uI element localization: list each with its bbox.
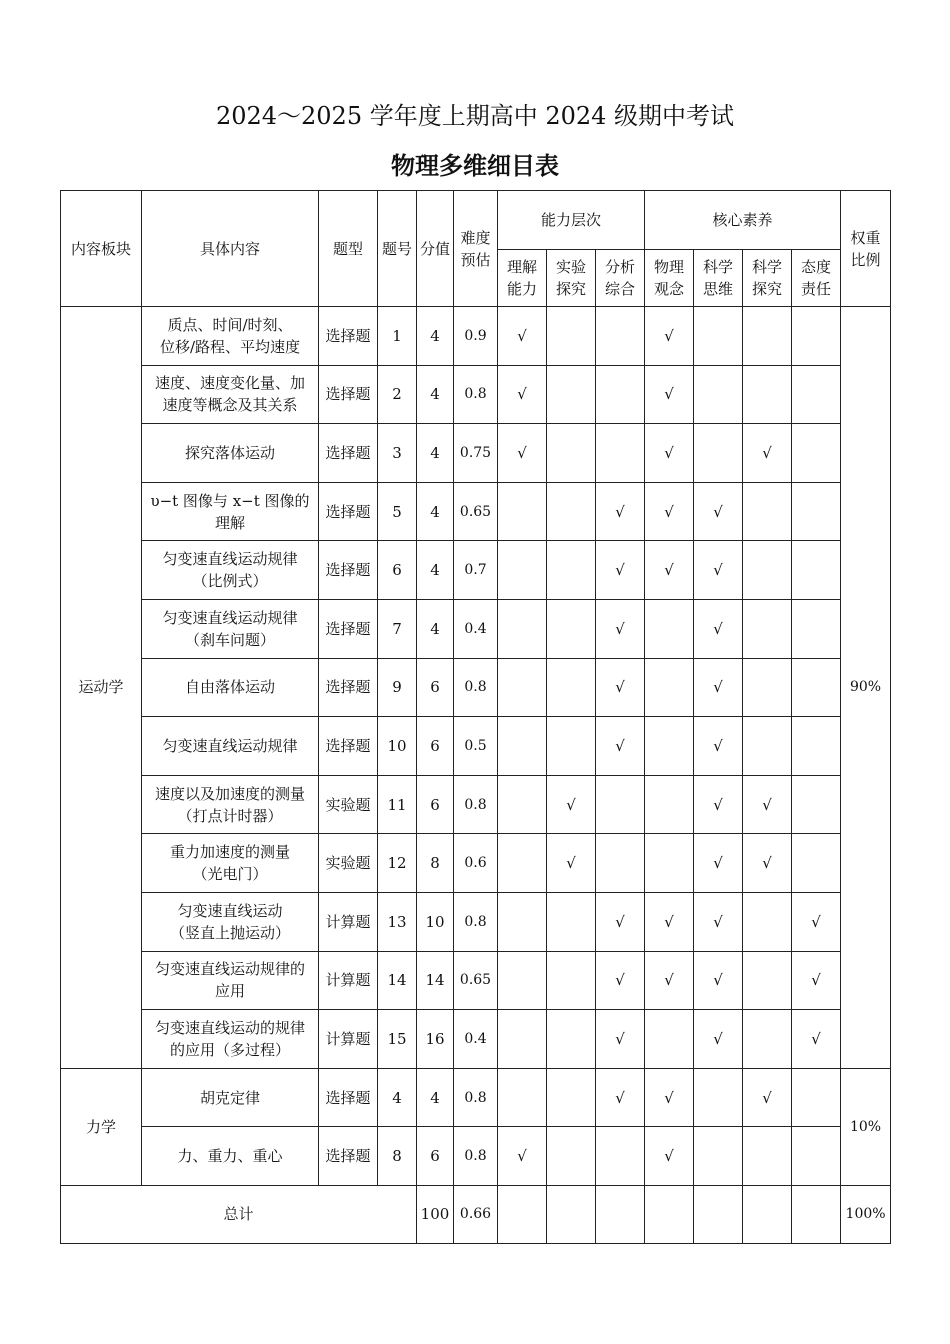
total-empty-cell xyxy=(498,1185,547,1243)
row-type: 选择题 xyxy=(319,599,378,658)
row-score: 4 xyxy=(417,599,454,658)
table-row xyxy=(61,775,891,834)
row-content-line: 力、重力、重心 xyxy=(177,1147,283,1166)
check-mark-cell xyxy=(645,599,694,658)
row-content xyxy=(142,951,319,1010)
check-mark-cell xyxy=(792,775,841,834)
table-row xyxy=(61,1127,891,1186)
check-mark-cell xyxy=(792,599,841,658)
check-mark-cell xyxy=(498,775,547,834)
row-content-line: 的应用（多过程） xyxy=(169,1040,290,1059)
check-mark-cell: √ xyxy=(694,599,743,658)
check-mark-cell xyxy=(792,365,841,424)
row-score: 6 xyxy=(417,658,454,717)
row-type: 选择题 xyxy=(319,424,378,483)
row-score: 4 xyxy=(417,307,454,366)
check-mark-cell xyxy=(596,775,645,834)
row-difficulty: 0.75 xyxy=(454,424,498,483)
check-mark-cell: √ xyxy=(792,951,841,1010)
row-content xyxy=(142,1127,319,1186)
row-number: 12 xyxy=(378,834,417,893)
row-content-line: （比例式） xyxy=(192,572,268,591)
check-mark-cell xyxy=(547,1010,596,1069)
check-mark-cell xyxy=(547,892,596,951)
check-mark-cell xyxy=(547,307,596,366)
row-content xyxy=(142,834,319,893)
check-mark-cell xyxy=(743,1010,792,1069)
check-mark-cell: √ xyxy=(596,1068,645,1127)
table-row xyxy=(61,951,891,1010)
row-type: 选择题 xyxy=(319,365,378,424)
row-content-line: 应用 xyxy=(214,982,245,1001)
header-section: 内容板块 xyxy=(61,191,142,307)
check-mark-cell: √ xyxy=(596,482,645,541)
check-mark-cell: √ xyxy=(645,424,694,483)
row-type: 实验题 xyxy=(319,775,378,834)
document-title: 2024～2025 学年度上期高中 2024 级期中考试 xyxy=(215,102,735,130)
check-mark-cell: √ xyxy=(645,541,694,600)
row-content xyxy=(142,482,319,541)
header-literacy-inquiry: 科学 探究 xyxy=(743,250,792,307)
row-score: 16 xyxy=(417,1010,454,1069)
row-score: 8 xyxy=(417,834,454,893)
table-row xyxy=(61,365,891,424)
total-empty-cell xyxy=(596,1185,645,1243)
header-type: 题型 xyxy=(319,191,378,307)
row-content-line: 匀变速直线运动规律 xyxy=(162,550,298,569)
row-type: 实验题 xyxy=(319,834,378,893)
row-number: 11 xyxy=(378,775,417,834)
row-number: 10 xyxy=(378,717,417,776)
check-mark-cell: √ xyxy=(498,365,547,424)
check-mark-cell: √ xyxy=(694,482,743,541)
check-mark-cell xyxy=(645,717,694,776)
row-difficulty: 0.6 xyxy=(454,834,498,893)
row-difficulty: 0.65 xyxy=(454,482,498,541)
header-content: 具体内容 xyxy=(142,191,319,307)
check-mark-cell xyxy=(498,599,547,658)
row-content xyxy=(142,541,319,600)
row-difficulty: 0.8 xyxy=(454,1068,498,1127)
header-literacy-group: 核心素养 xyxy=(645,191,841,250)
row-number: 4 xyxy=(378,1068,417,1127)
row-score: 4 xyxy=(417,482,454,541)
check-mark-cell xyxy=(596,1127,645,1186)
table-row xyxy=(61,482,891,541)
row-score: 14 xyxy=(417,951,454,1010)
check-mark-cell xyxy=(498,834,547,893)
header-ability-understanding: 理解 能力 xyxy=(498,250,547,307)
check-mark-cell: √ xyxy=(645,1068,694,1127)
row-type: 选择题 xyxy=(319,541,378,600)
check-mark-cell xyxy=(547,1127,596,1186)
row-content xyxy=(142,658,319,717)
row-difficulty: 0.8 xyxy=(454,658,498,717)
check-mark-cell: √ xyxy=(596,951,645,1010)
check-mark-cell xyxy=(694,365,743,424)
row-type: 选择题 xyxy=(319,1068,378,1127)
row-difficulty: 0.9 xyxy=(454,307,498,366)
weight-kinematics: 90% xyxy=(841,307,891,1069)
row-number: 2 xyxy=(378,365,417,424)
check-mark-cell: √ xyxy=(596,658,645,717)
row-content-line: 匀变速直线运动 xyxy=(177,901,283,920)
weight-mechanics: 10% xyxy=(841,1068,891,1185)
check-mark-cell xyxy=(792,307,841,366)
row-number: 8 xyxy=(378,1127,417,1186)
check-mark-cell: √ xyxy=(596,1010,645,1069)
row-content-line: 匀变速直线运动的规律 xyxy=(154,1018,305,1037)
check-mark-cell xyxy=(498,951,547,1010)
total-empty-cell xyxy=(792,1185,841,1243)
check-mark-cell: √ xyxy=(596,892,645,951)
header-score: 分值 xyxy=(417,191,454,307)
row-number: 14 xyxy=(378,951,417,1010)
row-number: 15 xyxy=(378,1010,417,1069)
row-content-line: 匀变速直线运动规律的 xyxy=(154,960,305,979)
section-mechanics: 力学 xyxy=(61,1068,142,1185)
row-difficulty: 0.65 xyxy=(454,951,498,1010)
row-content xyxy=(142,599,319,658)
check-mark-cell xyxy=(547,951,596,1010)
check-mark-cell xyxy=(547,599,596,658)
check-mark-cell xyxy=(743,541,792,600)
check-mark-cell: √ xyxy=(596,541,645,600)
row-score: 4 xyxy=(417,424,454,483)
check-mark-cell xyxy=(498,892,547,951)
row-content xyxy=(142,717,319,776)
row-number: 13 xyxy=(378,892,417,951)
table-row xyxy=(61,599,891,658)
check-mark-cell: √ xyxy=(596,599,645,658)
row-difficulty: 0.4 xyxy=(454,599,498,658)
check-mark-cell xyxy=(743,892,792,951)
row-score: 10 xyxy=(417,892,454,951)
total-empty-cell xyxy=(547,1185,596,1243)
check-mark-cell: √ xyxy=(792,1010,841,1069)
row-score: 4 xyxy=(417,365,454,424)
check-mark-cell xyxy=(743,599,792,658)
check-mark-cell: √ xyxy=(694,717,743,776)
table-row xyxy=(61,307,891,366)
check-mark-cell xyxy=(694,307,743,366)
row-content-line: 匀变速直线运动规律 xyxy=(162,736,298,755)
check-mark-cell xyxy=(498,658,547,717)
row-content-line: 位移/路程、平均速度 xyxy=(159,337,301,356)
total-empty-cell xyxy=(645,1185,694,1243)
check-mark-cell: √ xyxy=(694,775,743,834)
row-type: 选择题 xyxy=(319,658,378,717)
check-mark-cell: √ xyxy=(547,775,596,834)
check-mark-cell: √ xyxy=(498,307,547,366)
check-mark-cell xyxy=(743,482,792,541)
check-mark-cell xyxy=(498,717,547,776)
total-difficulty: 0.66 xyxy=(454,1185,498,1243)
check-mark-cell: √ xyxy=(694,658,743,717)
check-mark-cell: √ xyxy=(792,892,841,951)
total-weight: 100% xyxy=(841,1185,891,1243)
header-difficulty: 难度 预估 xyxy=(454,191,498,307)
row-difficulty: 0.8 xyxy=(454,365,498,424)
header-ability-experiment: 实验 探究 xyxy=(547,250,596,307)
row-score: 4 xyxy=(417,541,454,600)
check-mark-cell xyxy=(694,1127,743,1186)
check-mark-cell: √ xyxy=(645,307,694,366)
check-mark-cell xyxy=(694,1068,743,1127)
row-content xyxy=(142,1068,319,1127)
check-mark-cell xyxy=(792,1068,841,1127)
row-difficulty: 0.8 xyxy=(454,892,498,951)
total-row xyxy=(61,1185,891,1243)
table-row xyxy=(61,892,891,951)
check-mark-cell xyxy=(645,775,694,834)
table-row xyxy=(61,834,891,893)
row-content-line: 自由落体运动 xyxy=(184,678,275,697)
check-mark-cell xyxy=(645,658,694,717)
check-mark-cell: √ xyxy=(694,834,743,893)
check-mark-cell: √ xyxy=(547,834,596,893)
row-content-line: 理解 xyxy=(214,513,245,532)
check-mark-cell: √ xyxy=(645,482,694,541)
check-mark-cell: √ xyxy=(645,1127,694,1186)
check-mark-cell xyxy=(547,717,596,776)
header-ability-group: 能力层次 xyxy=(498,191,645,250)
row-content xyxy=(142,1010,319,1069)
row-difficulty: 0.7 xyxy=(454,541,498,600)
check-mark-cell xyxy=(498,482,547,541)
row-type: 计算题 xyxy=(319,951,378,1010)
check-mark-cell xyxy=(547,424,596,483)
specification-table xyxy=(60,190,891,1244)
section-kinematics: 运动学 xyxy=(61,307,142,1069)
row-number: 6 xyxy=(378,541,417,600)
check-mark-cell xyxy=(498,541,547,600)
row-content xyxy=(142,424,319,483)
check-mark-cell xyxy=(792,834,841,893)
row-difficulty: 0.8 xyxy=(454,1127,498,1186)
check-mark-cell xyxy=(645,834,694,893)
check-mark-cell: √ xyxy=(694,892,743,951)
check-mark-cell xyxy=(792,424,841,483)
check-mark-cell: √ xyxy=(694,951,743,1010)
check-mark-cell xyxy=(498,1068,547,1127)
row-score: 6 xyxy=(417,775,454,834)
table-row xyxy=(61,1010,891,1069)
row-content-line: （刹车问题） xyxy=(184,630,275,649)
check-mark-cell xyxy=(547,365,596,424)
check-mark-cell xyxy=(792,717,841,776)
check-mark-cell: √ xyxy=(743,834,792,893)
row-number: 5 xyxy=(378,482,417,541)
row-difficulty: 0.5 xyxy=(454,717,498,776)
total-label: 总计 xyxy=(61,1185,417,1243)
check-mark-cell xyxy=(743,951,792,1010)
row-type: 选择题 xyxy=(319,717,378,776)
check-mark-cell xyxy=(498,1010,547,1069)
check-mark-cell xyxy=(547,541,596,600)
row-content-line: 重力加速度的测量 xyxy=(169,843,290,862)
row-content-line: 速度等概念及其关系 xyxy=(162,396,298,415)
header-literacy-concept: 物理 观念 xyxy=(645,250,694,307)
check-mark-cell: √ xyxy=(694,541,743,600)
check-mark-cell xyxy=(792,658,841,717)
row-number: 3 xyxy=(378,424,417,483)
check-mark-cell: √ xyxy=(645,892,694,951)
table-row xyxy=(61,541,891,600)
row-content-line: 质点、时间/时刻、 xyxy=(167,315,293,334)
check-mark-cell: √ xyxy=(743,1068,792,1127)
header-number: 题号 xyxy=(378,191,417,307)
check-mark-cell: √ xyxy=(743,424,792,483)
check-mark-cell xyxy=(792,1127,841,1186)
total-score: 100 xyxy=(417,1185,454,1243)
total-empty-cell xyxy=(694,1185,743,1243)
document-subtitle: 物理多维细目表 xyxy=(391,151,559,180)
check-mark-cell xyxy=(743,307,792,366)
header-ability-analysis: 分析 综合 xyxy=(596,250,645,307)
row-score: 6 xyxy=(417,717,454,776)
row-number: 7 xyxy=(378,599,417,658)
check-mark-cell xyxy=(596,365,645,424)
row-content-line: 探究落体运动 xyxy=(184,443,275,462)
row-number: 1 xyxy=(378,307,417,366)
check-mark-cell: √ xyxy=(498,424,547,483)
row-type: 选择题 xyxy=(319,1127,378,1186)
header-literacy-attitude: 态度 责任 xyxy=(792,250,841,307)
check-mark-cell: √ xyxy=(596,717,645,776)
check-mark-cell: √ xyxy=(694,1010,743,1069)
row-content xyxy=(142,307,319,366)
row-content-line: 速度、速度变化量、加 xyxy=(154,374,305,393)
row-difficulty: 0.4 xyxy=(454,1010,498,1069)
header-row xyxy=(61,191,891,250)
check-mark-cell xyxy=(792,541,841,600)
check-mark-cell: √ xyxy=(743,775,792,834)
check-mark-cell xyxy=(743,658,792,717)
table-row xyxy=(61,717,891,776)
table-row xyxy=(61,658,891,717)
row-content-line: 匀变速直线运动规律 xyxy=(162,608,298,627)
check-mark-cell: √ xyxy=(498,1127,547,1186)
row-content-line: 胡克定律 xyxy=(199,1088,260,1107)
row-content xyxy=(142,775,319,834)
check-mark-cell xyxy=(743,717,792,776)
row-content-line: （光电门） xyxy=(192,865,268,884)
header-weight: 权重 比例 xyxy=(841,191,891,307)
check-mark-cell xyxy=(596,307,645,366)
check-mark-cell xyxy=(645,1010,694,1069)
check-mark-cell xyxy=(547,658,596,717)
row-content xyxy=(142,892,319,951)
row-content-line: 速度以及加速度的测量 xyxy=(154,784,305,803)
row-content-line: υ−t 图像与 x−t 图像的 xyxy=(150,491,310,510)
row-number: 9 xyxy=(378,658,417,717)
check-mark-cell xyxy=(596,834,645,893)
row-content-line: （竖直上抛运动） xyxy=(169,923,290,942)
total-empty-cell xyxy=(743,1185,792,1243)
row-score: 6 xyxy=(417,1127,454,1186)
row-type: 选择题 xyxy=(319,307,378,366)
check-mark-cell xyxy=(743,365,792,424)
check-mark-cell: √ xyxy=(645,365,694,424)
check-mark-cell xyxy=(694,424,743,483)
check-mark-cell xyxy=(743,1127,792,1186)
row-type: 选择题 xyxy=(319,482,378,541)
row-difficulty: 0.8 xyxy=(454,775,498,834)
row-score: 4 xyxy=(417,1068,454,1127)
row-type: 计算题 xyxy=(319,1010,378,1069)
table-row xyxy=(61,424,891,483)
check-mark-cell xyxy=(596,424,645,483)
table-row xyxy=(61,1068,891,1127)
check-mark-cell xyxy=(792,482,841,541)
header-literacy-thinking: 科学 思维 xyxy=(694,250,743,307)
row-type: 计算题 xyxy=(319,892,378,951)
check-mark-cell xyxy=(547,482,596,541)
row-content xyxy=(142,365,319,424)
check-mark-cell: √ xyxy=(645,951,694,1010)
row-content-line: （打点计时器） xyxy=(177,806,283,825)
check-mark-cell xyxy=(547,1068,596,1127)
